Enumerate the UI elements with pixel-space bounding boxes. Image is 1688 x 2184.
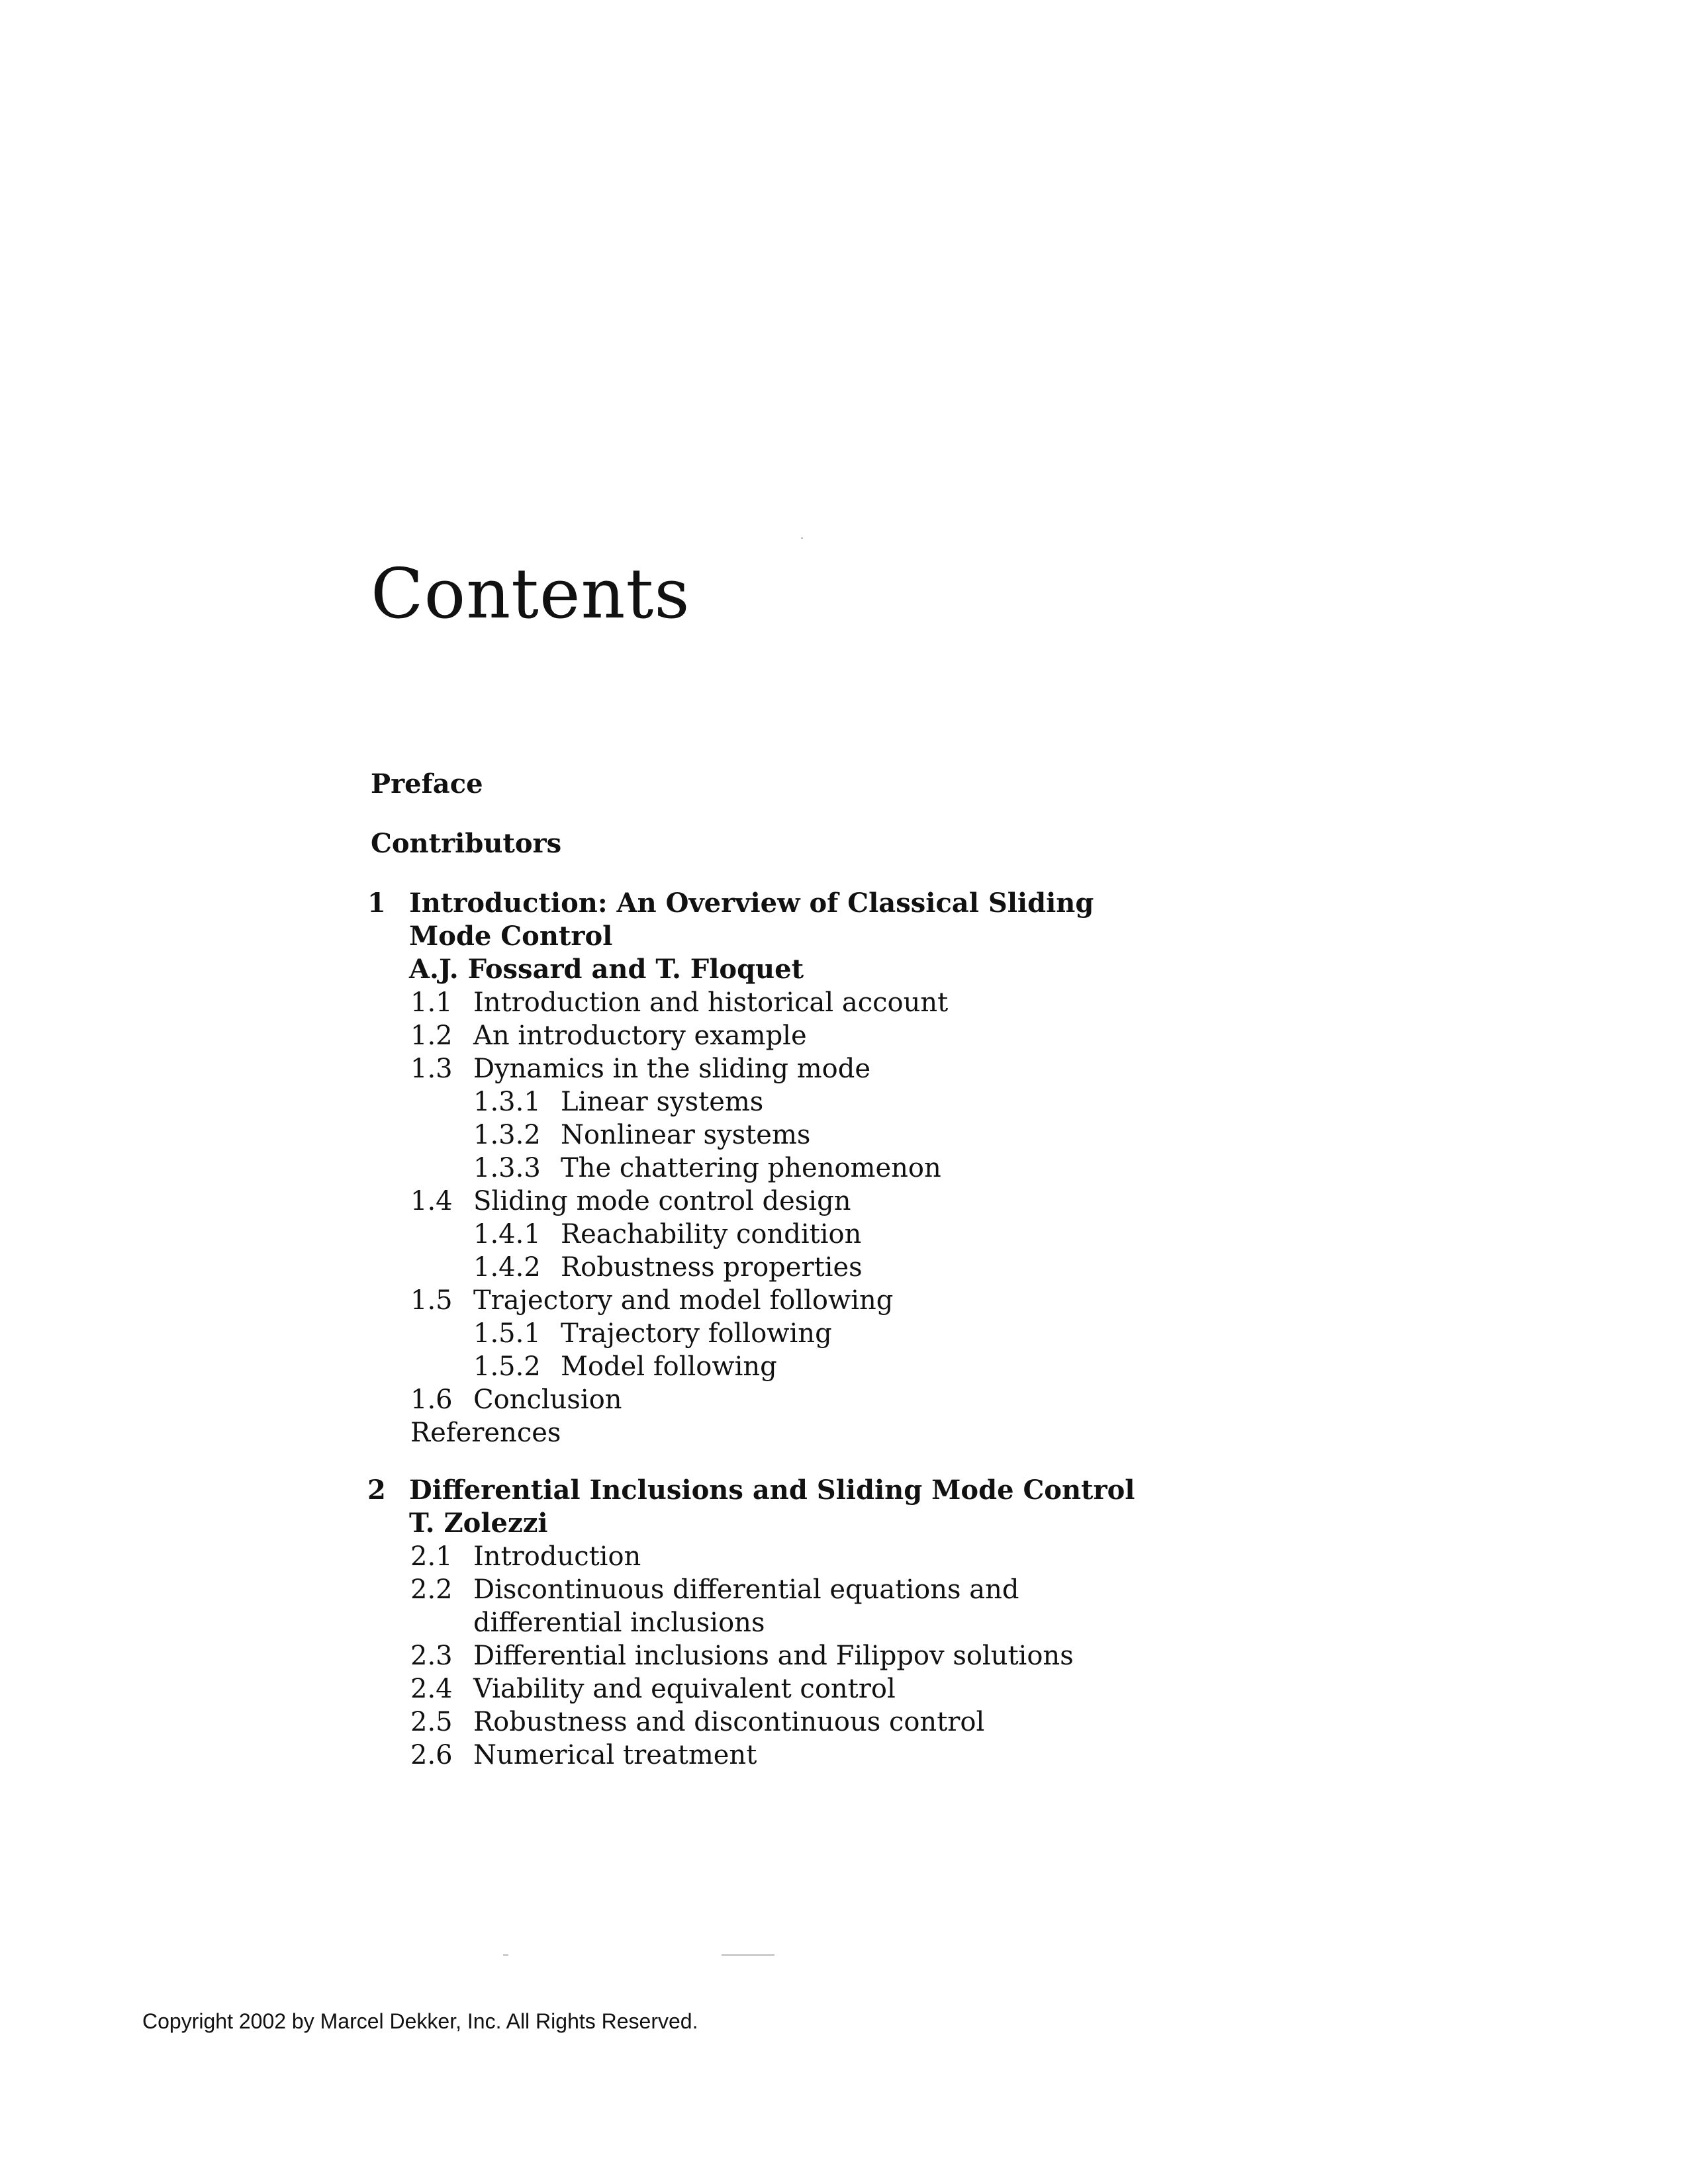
subsection-number: 1.5.2 xyxy=(473,1351,541,1382)
subsection-number: 1.3.3 xyxy=(473,1153,541,1183)
subsection-title: The chattering phenomenon xyxy=(561,1153,941,1183)
section-title: Introduction and historical account xyxy=(473,987,949,1018)
chapter-2-authors: T. Zolezzi xyxy=(409,1508,548,1539)
toc-subentry[interactable] xyxy=(473,1318,832,1349)
subsection-title: Robustness properties xyxy=(561,1252,863,1283)
section-number: 2.6 xyxy=(410,1740,453,1770)
chapter-2-title[interactable]: Differential Inclusions and Sliding Mode Control xyxy=(409,1475,1135,1506)
chapter-1-number: 1 xyxy=(367,887,386,919)
toc-contributors[interactable]: Contributors xyxy=(371,828,562,859)
section-title: Conclusion xyxy=(473,1385,622,1415)
section-number: 2.3 xyxy=(410,1641,453,1671)
toc-subentry[interactable] xyxy=(473,1153,941,1183)
toc-entry[interactable] xyxy=(410,1285,894,1316)
subsection-number: 1.4.2 xyxy=(473,1252,541,1283)
section-title: Discontinuous differential equations and xyxy=(473,1574,1019,1605)
subsection-title: Trajectory following xyxy=(561,1318,832,1349)
toc-references[interactable]: References xyxy=(410,1418,561,1448)
toc-subentry[interactable] xyxy=(473,1252,863,1283)
section-number: 1.4 xyxy=(410,1186,453,1216)
chapter-2-number: 2 xyxy=(367,1475,386,1506)
toc-subentry[interactable] xyxy=(473,1120,811,1150)
section-title: An introductory example xyxy=(473,1021,807,1051)
toc-entry[interactable] xyxy=(410,987,949,1018)
section-title: Sliding mode control design xyxy=(473,1186,851,1216)
toc-entry[interactable] xyxy=(410,1021,807,1051)
section-title: Dynamics in the sliding mode xyxy=(473,1054,871,1084)
section-title-continuation[interactable]: differential inclusions xyxy=(473,1608,765,1638)
section-number: 1.2 xyxy=(410,1021,453,1051)
section-number: 2.1 xyxy=(410,1541,453,1572)
subsection-title: Nonlinear systems xyxy=(561,1120,811,1150)
toc-entry[interactable] xyxy=(410,1740,757,1770)
section-number: 1.3 xyxy=(410,1054,453,1084)
section-title: Robustness and discontinuous control xyxy=(473,1707,985,1737)
subsection-number: 1.3.1 xyxy=(473,1087,541,1117)
chapter-1-title[interactable]: Introduction: An Overview of Classical Sliding xyxy=(409,887,1094,919)
section-number: 2.5 xyxy=(410,1707,453,1737)
toc-entry[interactable] xyxy=(410,1674,896,1704)
section-number: 1.1 xyxy=(410,987,453,1018)
scan-speck xyxy=(503,1954,508,1956)
section-title: Differential inclusions and Filippov solutions xyxy=(473,1641,1074,1671)
subsection-number: 1.4.1 xyxy=(473,1219,541,1250)
section-title: Numerical treatment xyxy=(473,1740,757,1770)
toc-entry[interactable] xyxy=(410,1707,985,1737)
section-number: 2.4 xyxy=(410,1674,453,1704)
toc-entry[interactable] xyxy=(410,1541,641,1572)
toc-subentry[interactable] xyxy=(473,1087,764,1117)
section-title: Introduction xyxy=(473,1541,641,1572)
subsection-title: Linear systems xyxy=(561,1087,764,1117)
subsection-number: 1.3.2 xyxy=(473,1120,541,1150)
subsection-title: Model following xyxy=(561,1351,777,1382)
toc-entry[interactable] xyxy=(410,1641,1074,1671)
copyright-notice: Copyright 2002 by Marcel Dekker, Inc. All Rights Reserved. xyxy=(142,2009,698,2033)
chapter-1-authors: A.J. Fossard and T. Floquet xyxy=(409,954,804,985)
subsection-number: 1.5.1 xyxy=(473,1318,541,1349)
page-title: Contents xyxy=(371,553,690,634)
section-number: 1.6 xyxy=(410,1385,453,1415)
subsection-title: Reachability condition xyxy=(561,1219,862,1250)
scan-speck xyxy=(722,1954,774,1956)
section-number: 2.2 xyxy=(410,1574,453,1605)
toc-entry[interactable] xyxy=(410,1574,1019,1605)
toc-entry[interactable] xyxy=(410,1385,622,1415)
section-title: Viability and equivalent control xyxy=(473,1674,896,1704)
toc-subentry[interactable] xyxy=(473,1351,777,1382)
section-title: Trajectory and model following xyxy=(473,1285,894,1316)
toc-entry[interactable] xyxy=(410,1186,851,1216)
chapter-1-title-cont[interactable]: Mode Control xyxy=(409,921,613,952)
scan-speck xyxy=(801,537,803,539)
toc-subentry[interactable] xyxy=(473,1219,862,1250)
section-number: 1.5 xyxy=(410,1285,453,1316)
toc-entry[interactable] xyxy=(410,1054,871,1084)
toc-preface[interactable]: Preface xyxy=(371,768,483,799)
